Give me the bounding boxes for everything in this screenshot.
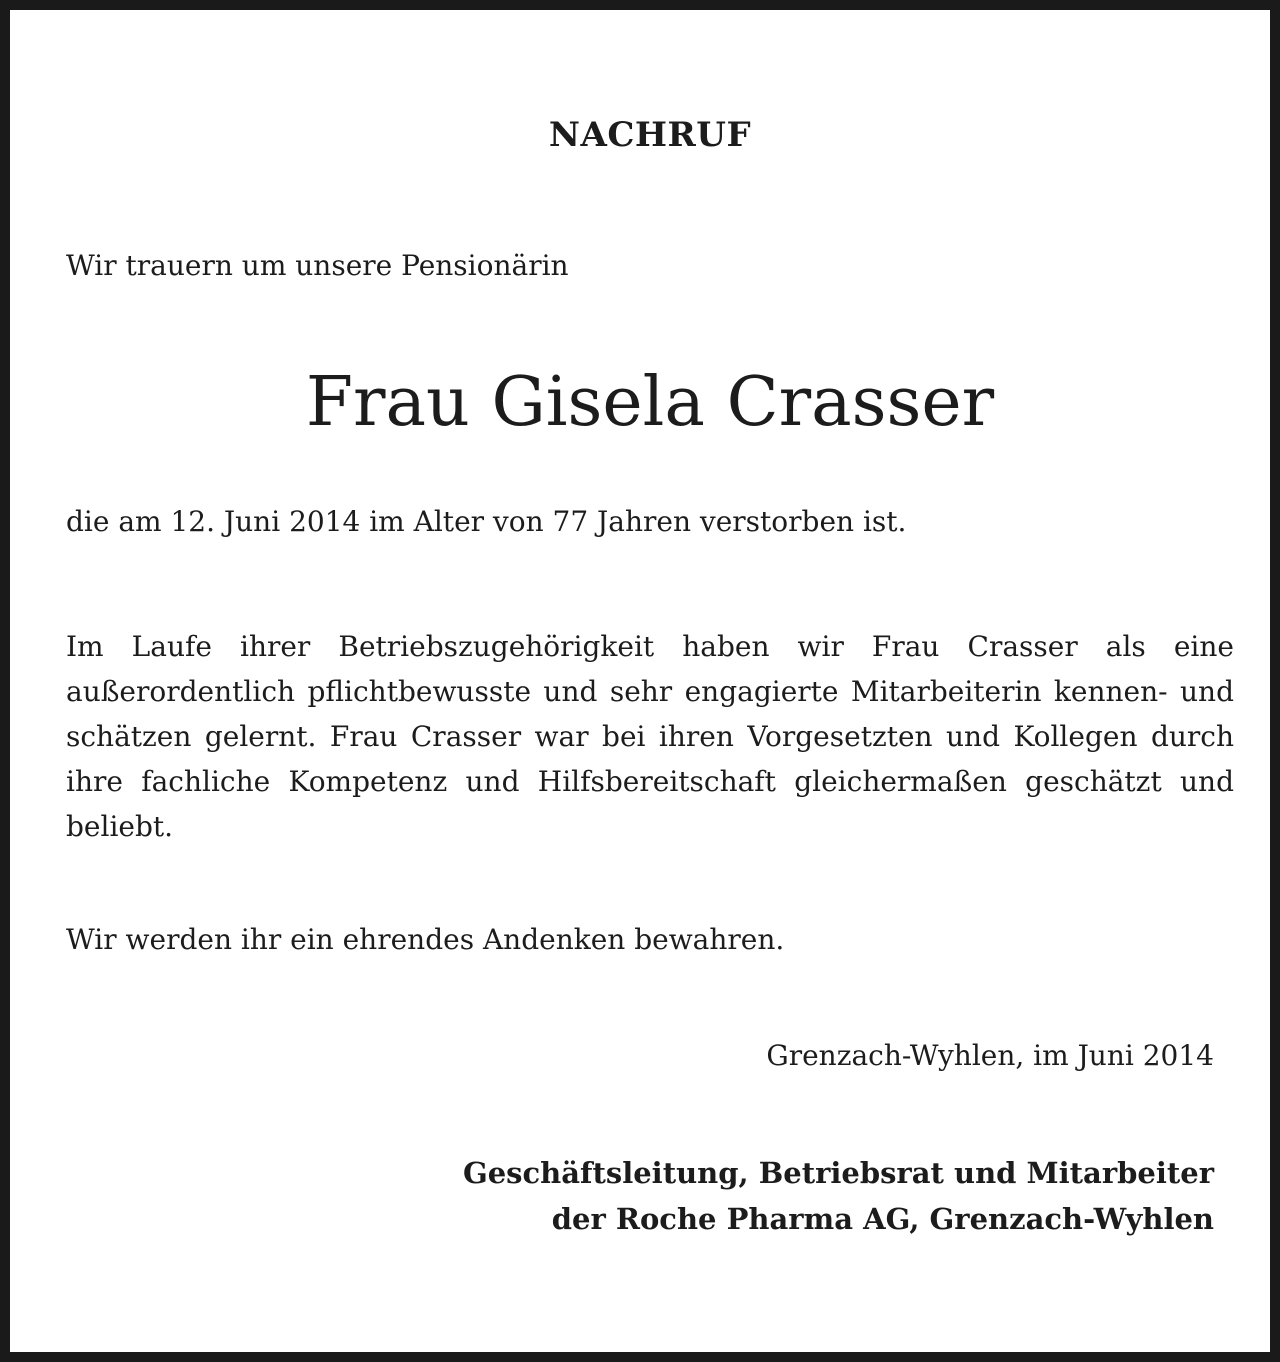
signature-block [463, 1150, 1214, 1242]
place-date-line: Grenzach-Wyhlen, im Juni 2014 [766, 1039, 1214, 1072]
obituary-heading: NACHRUF [548, 115, 752, 155]
death-date-line: die am 12. Juni 2014 im Alter von 77 Jahren verstorben ist. [66, 505, 907, 538]
intro-text: Wir trauern um unsere Pensionärin [66, 249, 569, 282]
signature-line-2: der Roche Pharma AG, Grenzach-Wyhlen [551, 1202, 1214, 1236]
closing-line: Wir werden ihr ein ehrendes Andenken bewahren. [66, 923, 785, 956]
deceased-name: Frau Gisela Crasser [305, 363, 995, 442]
tribute-paragraph: Im Laufe ihrer Betriebszugehörigkeit haben wir Frau Crasser als eine außerordentlich pflichtbewusste und sehr engagierte Mitarbeiterin kennen- und schätzen gelernt. Frau Crasser war bei ihren Vorgesetzten und Kollegen durch ihre fachliche Kompetenz und Hilfsbereitschaft gleichermaßen geschätzt und beliebt. [66, 630, 1234, 843]
signature-line-1: Geschäftsleitung, Betriebsrat und Mitarbeiter [462, 1156, 1214, 1190]
